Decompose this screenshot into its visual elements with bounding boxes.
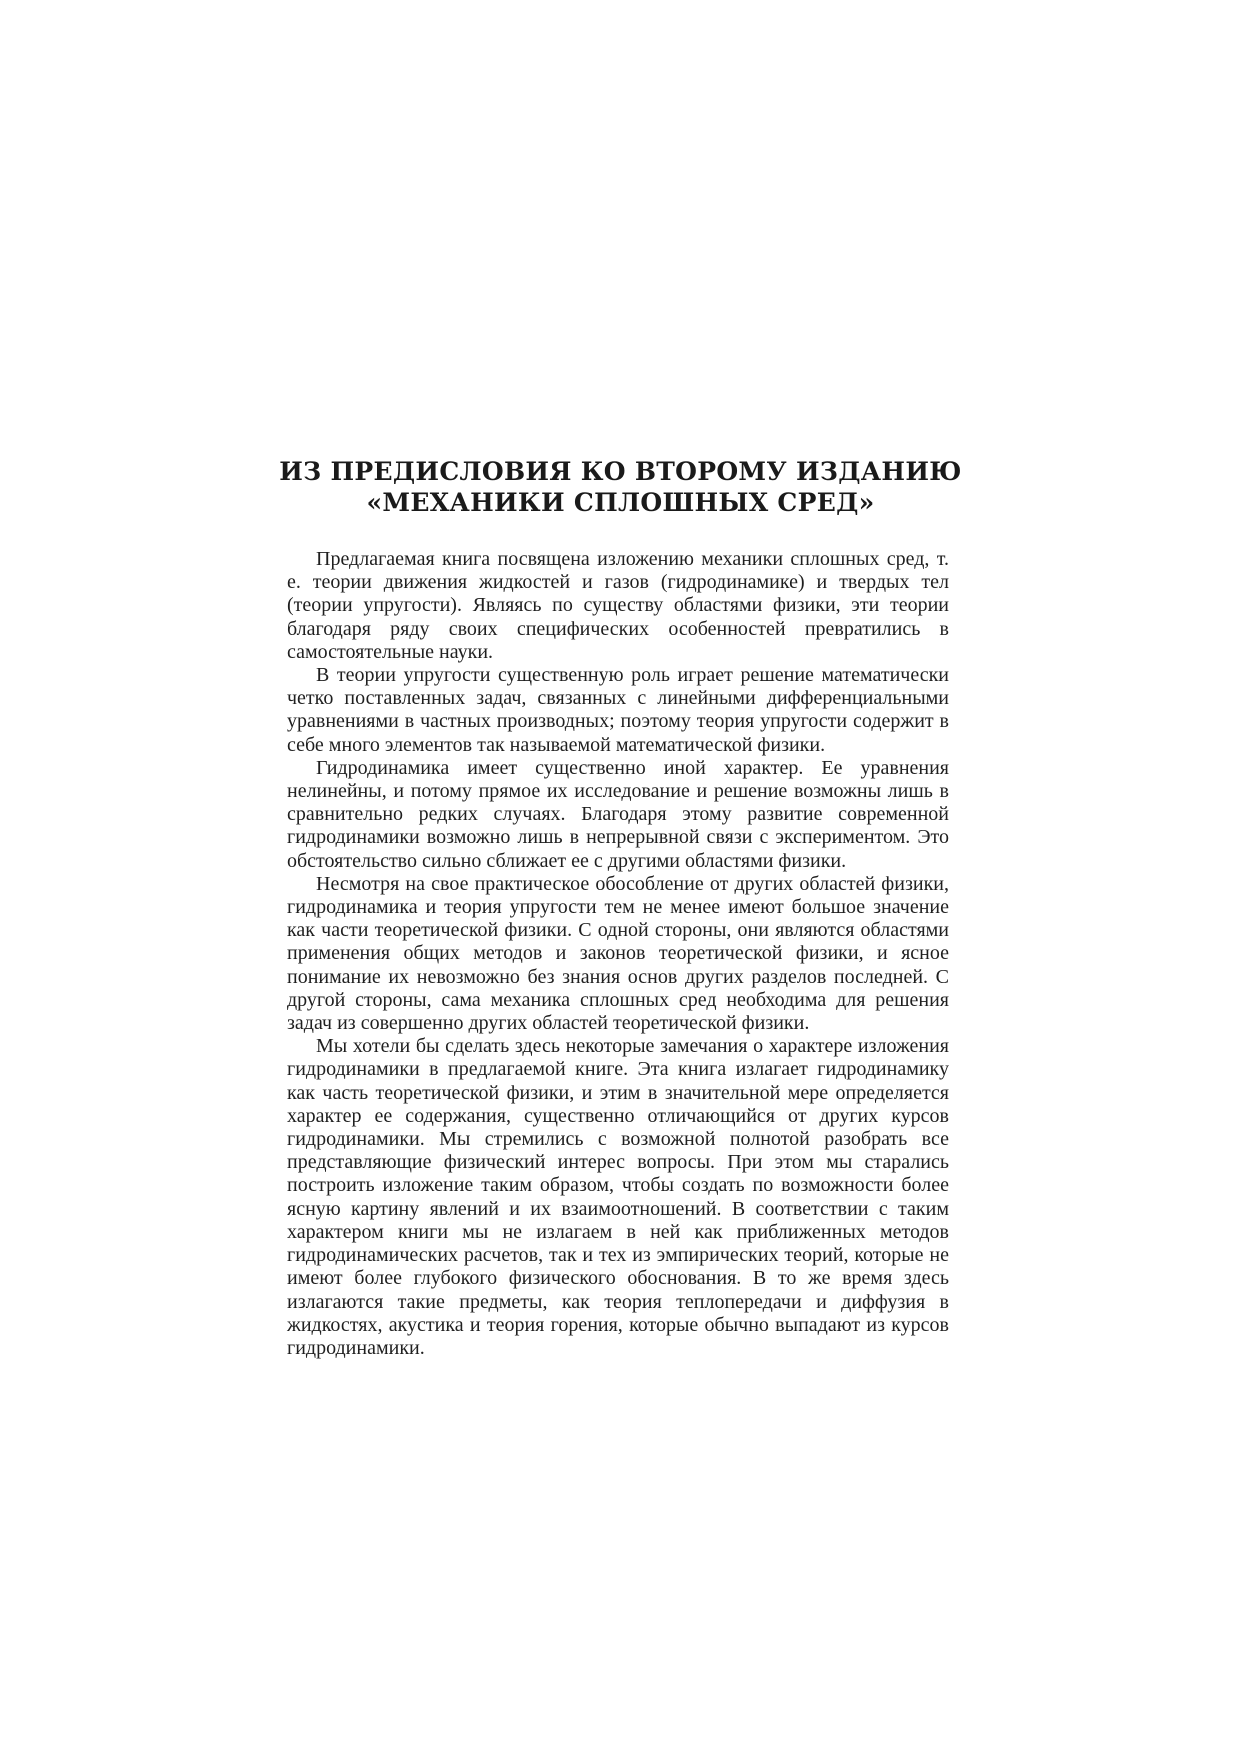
paragraph-3: Гидродинамика имеет существенно иной характер. Ее уравнения нелинейны, и потому прямое их исследование и решение возможны лишь в сравнительно редких случаях. Благодаря этому развитие современной гидродинамики возможно лишь в непрерывной связи с экспериментом. Это обстоятельство сильно сближает ее с другими областями физики.	[287, 756, 949, 872]
chapter-title	[200, 456, 1041, 518]
paragraph-4: Несмотря на свое практическое обособление от других областей физики, гидродинамика и теория упругости тем не менее имеют большое значение как части теоретической физики. С одной стороны, они являются областями применения общих методов и законов теоретической физики, и ясное понимание их невозможно без знания основ других разделов последней. С другой стороны, сама механика сплошных сред необходима для решения задач из совершенно других областей теоретической физики.	[287, 872, 949, 1035]
paragraph-1: Предлагаемая книга посвящена изложению механики сплошных сред, т. е. теории движения жидкостей и газов (гидродинамике) и твердых тел (теории упругости). Являясь по существу областями физики, эти теории благодаря ряду своих специфических особенностей превратились в самостоятельные науки.	[287, 548, 949, 663]
title-line-2: «МЕХАНИКИ СПЛОШНЫХ СРЕД»	[366, 488, 875, 517]
preface-body	[287, 548, 949, 1360]
paragraph-5: Мы хотели бы сделать здесь некоторые замечания о характере изложения гидродинамики в предлагаемой книге. Эта книга излагает гидродинамику как часть теоретической физики, и этим в значительной мере определяется характер ее содержания, существенно отличающийся от других курсов гидродинамики. Мы стремились с возможной полнотой разобрать все представляющие физический интерес вопросы. При этом мы старались построить изложение таким образом, чтобы создать по возможности более ясную картину явлений и их взаимоотношений. В соответствии с таким характером книги мы не излагаем в ней как приближенных методов гидродинамических расчетов, так и тех из эмпирических теорий, которые не имеют более глубокого физического обоснования. В то же время здесь излагаются такие предметы, как теория теплопередачи и диффузия в жидкостях, акустика и теория горения, которые обычно выпадают из курсов гидродинамики.	[287, 1035, 949, 1359]
title-line-1: ИЗ ПРЕДИСЛОВИЯ КО ВТОРОМУ ИЗДАНИЮ	[279, 457, 962, 486]
paragraph-2: В теории упругости существенную роль играет решение математически четко поставленных задач, связанных с линейными дифференциальными уравнениями в частных производных; поэтому теория упругости содержит в себе много элементов так называемой математической физики.	[287, 664, 949, 756]
